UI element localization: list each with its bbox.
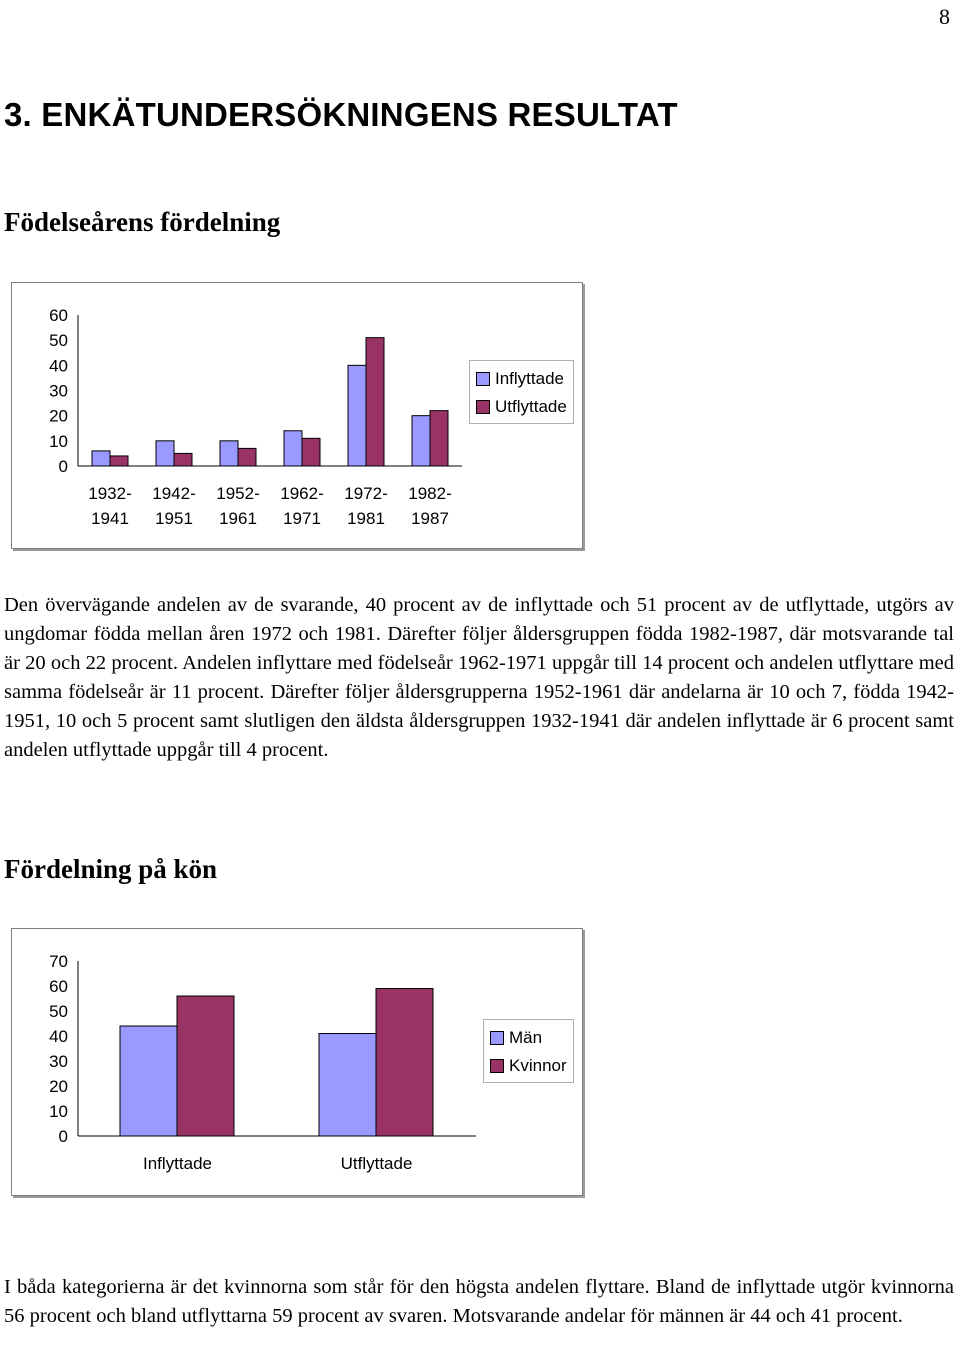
bar-inflyttade-1932-1941 xyxy=(92,451,110,466)
y-tick-label: 60 xyxy=(49,977,68,996)
birth-year-chart xyxy=(11,282,583,549)
bar-m-n-utflyttade xyxy=(319,1034,376,1137)
legend-item-man xyxy=(490,1024,567,1052)
x-category-label: Utflyttade xyxy=(340,1154,413,1173)
y-tick-label: 70 xyxy=(49,952,68,971)
x-category-label: 1942-1951 xyxy=(152,484,196,528)
bar-utflyttade-1932-1941 xyxy=(110,456,128,466)
bar-utflyttade-1972-1981 xyxy=(366,338,384,466)
legend-item-inflyttade xyxy=(476,365,567,393)
section-title-gender: Fördelning på kön xyxy=(4,854,218,884)
y-tick-label: 30 xyxy=(49,381,68,401)
paragraph-gender: I båda kategorierna är det kvinnorna som står för den högsta andelen flyttare. Bland de inflyttade utgör kvinnorna 56 procent och bland utflyttarna 59 procent av svaren. Motsvarande andelar för männen är 44 och 41 procent. xyxy=(4,1276,954,1327)
y-tick-label: 60 xyxy=(49,306,68,325)
bar-kvinnor-utflyttade xyxy=(376,989,433,1137)
bar-m-n-inflyttade xyxy=(120,1026,177,1136)
legend-swatch-man xyxy=(490,1031,504,1045)
bar-inflyttade-1982-1987 xyxy=(412,416,430,466)
y-tick-label: 10 xyxy=(49,1102,68,1121)
bar-inflyttade-1962-1971 xyxy=(284,431,302,466)
bar-utflyttade-1952-1961 xyxy=(238,448,256,466)
legend-swatch-inflyttade xyxy=(476,372,490,386)
paragraph-birth-years: Den övervägande andelen av de svarande, 40 procent av de inflyttade och 51 procent av de utflyttade, utgörs av ungdomar födda mellan åren 1972 och 1981. Därefter följer åldersgruppen födda 1982-1987, där motsvarande tal är 20 och 22 procent. Andelen inflyttare med födelseår 1962-1971 uppgår till 14 procent och andelen utflyttare med samma födelseår är 11 procent. Därefter följer åldersgrupperna 1952-1961 där andelarna är 10 och 7, födda 1942-1951, 10 och 5 procent samt slutligen den äldsta åldersgruppen 1932-1941 där andelen inflyttade är 6 procent samt andelen utflyttade uppgår till 4 procent. xyxy=(4,594,954,761)
x-category-label: 1962-1971 xyxy=(280,484,324,528)
bar-utflyttade-1962-1971 xyxy=(302,438,320,466)
x-category-label: Inflyttade xyxy=(143,1154,212,1173)
y-tick-label: 50 xyxy=(49,1002,68,1021)
page-heading: 3. ENKÄTUNDERSÖKNINGENS RESULTAT xyxy=(4,96,678,133)
legend-label-kvinnor: Kvinnor xyxy=(509,1056,567,1075)
legend-item-kvinnor xyxy=(490,1052,567,1080)
y-tick-label: 40 xyxy=(49,1027,68,1046)
legend-label-inflyttade: Inflyttade xyxy=(495,369,564,388)
y-tick-label: 40 xyxy=(49,356,68,376)
bar-inflyttade-1952-1961 xyxy=(220,441,238,466)
y-tick-label: 10 xyxy=(49,431,68,451)
section-title-birth-years: Födelseårens fördelning xyxy=(4,207,281,237)
x-category-label: 1982-1987 xyxy=(408,484,452,528)
page-number: 8 xyxy=(939,4,950,29)
legend-label-man: Män xyxy=(509,1028,543,1047)
legend-label-utflyttade: Utflyttade xyxy=(495,397,567,416)
bar-inflyttade-1942-1951 xyxy=(156,441,174,466)
bar-inflyttade-1972-1981 xyxy=(348,365,366,466)
y-tick-label: 30 xyxy=(49,1052,68,1071)
y-tick-label: 50 xyxy=(49,331,68,351)
y-tick-label: 0 xyxy=(58,457,68,476)
y-tick-label: 20 xyxy=(49,406,68,426)
gender-chart xyxy=(11,928,583,1196)
legend-swatch-utflyttade xyxy=(476,400,490,414)
legend-item-utflyttade xyxy=(476,393,567,421)
x-category-label: 1932-1941 xyxy=(88,484,132,528)
bar-kvinnor-inflyttade xyxy=(177,996,234,1136)
legend-swatch-kvinnor xyxy=(490,1059,504,1073)
x-category-label: 1972-1981 xyxy=(344,484,388,528)
x-category-label: 1952-1961 xyxy=(216,484,260,528)
birth-year-chart-legend xyxy=(469,360,574,424)
y-tick-label: 20 xyxy=(49,1077,68,1096)
bar-utflyttade-1982-1987 xyxy=(430,411,448,466)
y-tick-label: 0 xyxy=(58,1127,68,1146)
gender-chart-legend xyxy=(483,1019,574,1083)
bar-utflyttade-1942-1951 xyxy=(174,453,192,466)
